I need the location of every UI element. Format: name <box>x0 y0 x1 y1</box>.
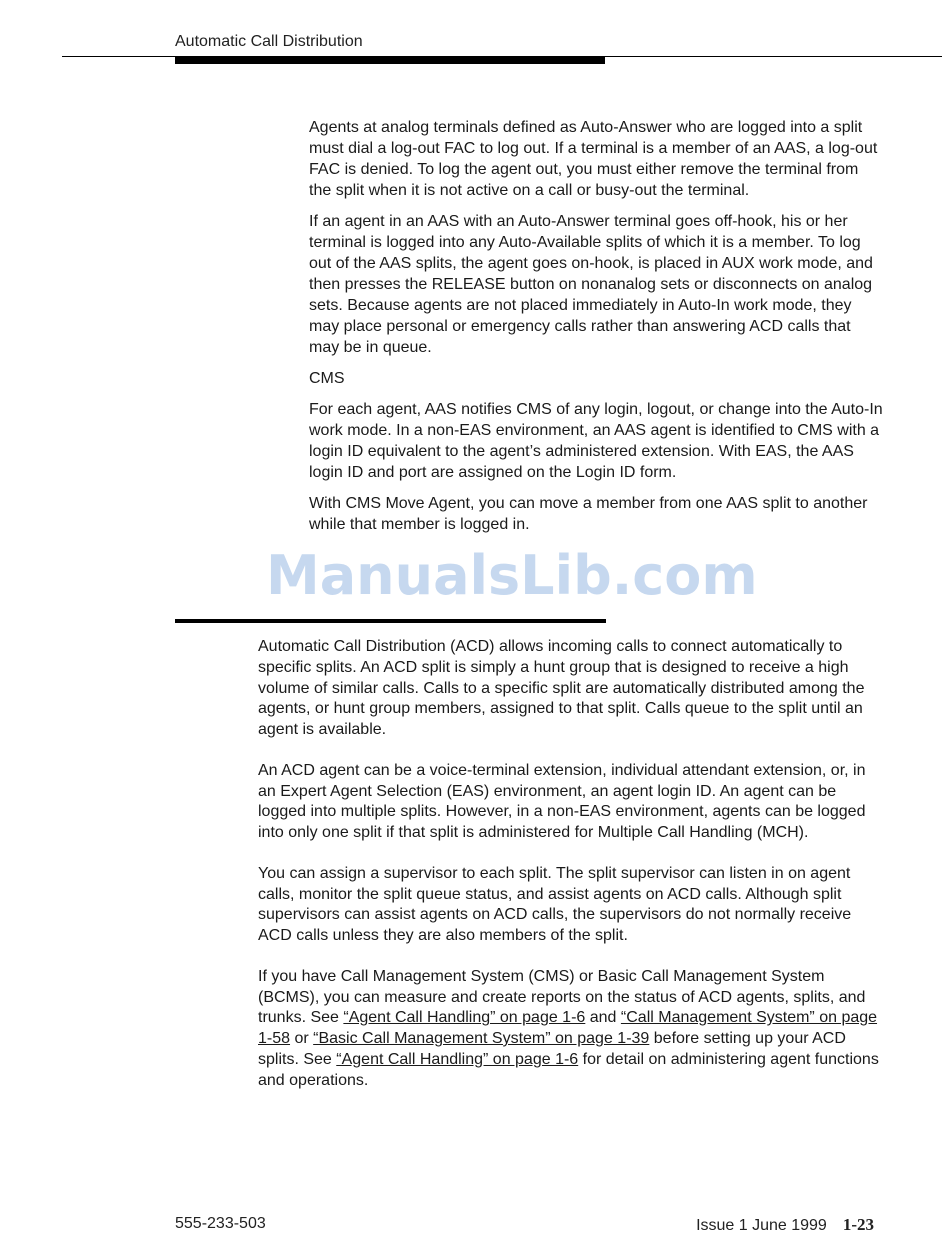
main-text-block <box>258 637 885 1111</box>
paragraph: With CMS Move Agent, you can move a member from one AAS split to another while that member is logged in. <box>309 495 868 533</box>
xref-call-management-system-link[interactable]: “Call Management System” on page 1-58 <box>258 1009 878 1047</box>
paragraph: An ACD agent can be a voice-terminal extension, individual attendant extension, or, in an Expert Agent Selection (EAS) environment, an agent login ID. An agent can be logged into multiple splits. However, in a non-EAS environment, agents can be logged into only one split if that split is administered for Multiple Call Handling (MCH). <box>258 761 866 841</box>
paragraph: For each agent, AAS notifies CMS of any login, logout, or change into the Auto-In work mode. In a non-EAS environment, an AAS agent is identified to CMS with a login ID equivalent to the agent’s administered extension. With EAS, the AAS login ID and port are assigned on the Login ID form. <box>309 401 883 481</box>
section-rule <box>175 619 606 623</box>
page-number: 1-23 <box>842 1215 874 1234</box>
paragraph: You can assign a supervisor to each split. The split supervisor can listen in on agent calls, monitor the split queue status, and assist agents on ACD calls. Although split supervisors can assist agents on ACD calls, the supervisors do not normally receive ACD calls unless they are also members of the split. <box>258 864 852 944</box>
text-span: If you have Call Management System (CMS) or Basic Call Management System (BCMS), you can measure and create reports on the status of ACD agents, splits, and trunks. See <box>258 967 866 1027</box>
paragraph: If an agent in an AAS with an Auto-Answer terminal goes off-hook, his or her terminal is logged into any Auto-Available splits of which it is a member. To log out of the AAS splits, the agent goes on-hook, is placed in AUX work mode, and then presses the RELEASE button on nonanalog sets or disconnects on analog sets. Because agents are not placed immediately in Auto-In work mode, they may place personal or emergency calls rather than answering ACD calls that may be in queue. <box>309 213 873 356</box>
text-span: and <box>585 1009 621 1027</box>
footer-issue-page <box>696 1215 874 1235</box>
watermark: ManualsLib.com <box>266 544 758 607</box>
paragraph: Automatic Call Distribution (ACD) allows incoming calls to connect automatically to specific splits. An ACD split is simply a hunt group that is designed to receive a high volume of similar calls. Calls to a specific split are automatically distributed among the agents, or hunt group members, assigned to that split. Calls queue to the split until an agent is available. <box>258 638 865 738</box>
header-bar <box>175 57 605 64</box>
subheading-cms: CMS <box>309 370 345 387</box>
paragraph-with-links <box>258 967 885 1092</box>
text-span: for detail on administering agent functions and operations. <box>258 1050 879 1089</box>
indented-text-block <box>309 117 884 545</box>
xref-agent-call-handling-link[interactable]: “Agent Call Handling” on page 1-6 <box>343 1009 586 1027</box>
xref-agent-call-handling-link-2[interactable]: “Agent Call Handling” on page 1-6 <box>336 1050 579 1068</box>
text-span: before setting up your ACD splits. See <box>258 1030 846 1068</box>
footer-issue: Issue 1 June 1999 <box>696 1217 827 1234</box>
running-header-title: Automatic Call Distribution <box>175 33 363 50</box>
footer-doc-number: 555-233-503 <box>175 1215 266 1232</box>
text-span: or <box>290 1030 314 1047</box>
paragraph: Agents at analog terminals defined as Auto-Answer who are logged into a split must dial a log-out FAC to log out. If a terminal is a member of an AAS, a log-out FAC is denied. To log the agent out, you must either remove the terminal from the split when it is not active on a call or busy-out the terminal. <box>309 119 878 199</box>
xref-basic-call-management-system-link[interactable]: “Basic Call Management System” on page 1-39 <box>313 1030 650 1047</box>
